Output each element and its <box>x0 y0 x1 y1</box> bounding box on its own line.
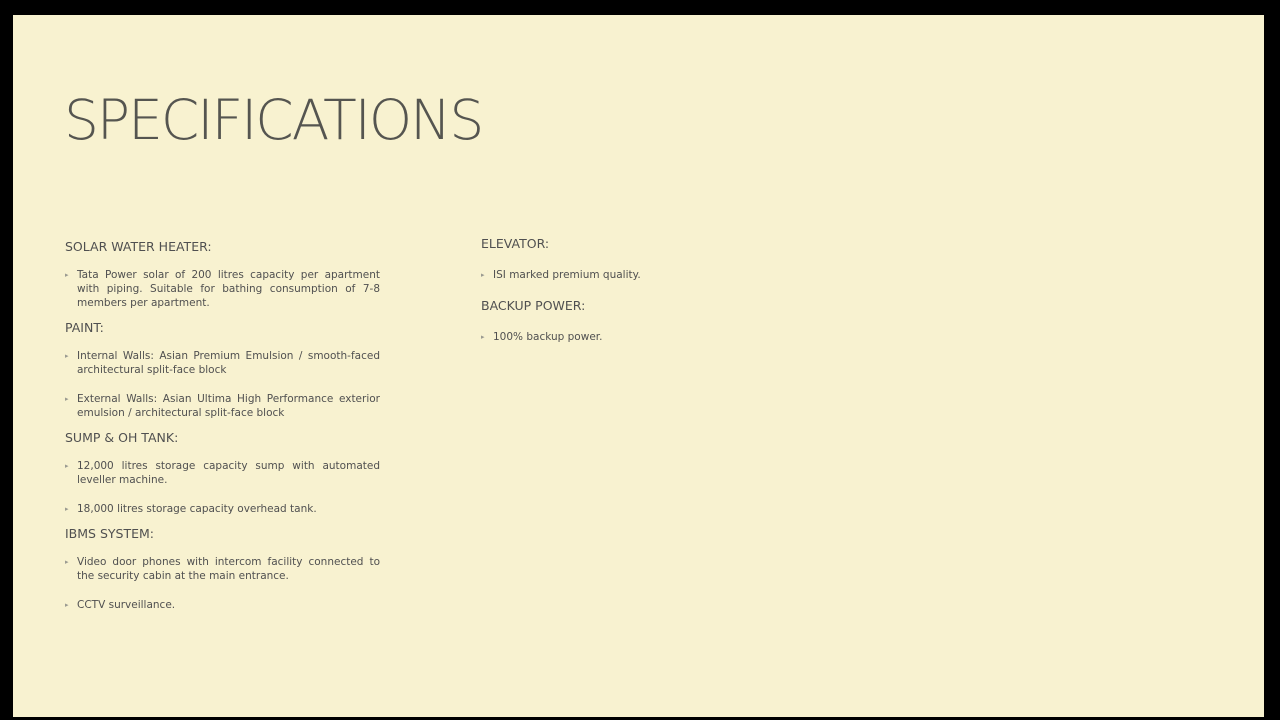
section-heading: BACKUP POWER: <box>481 298 586 313</box>
list-item <box>65 502 380 516</box>
bullet-icon: ▸ <box>65 352 69 360</box>
section-heading: ELEVATOR: <box>481 236 550 251</box>
bullet-icon: ▸ <box>481 271 485 279</box>
right-column <box>481 236 801 344</box>
list-item-text: 100% backup power. <box>493 331 603 343</box>
bullet-icon: ▸ <box>481 333 485 341</box>
bullet-icon: ▸ <box>65 601 69 609</box>
section-paint <box>65 320 380 420</box>
list-item-text: Video door phones with intercom facility connected to the security cabin at the main entrance. <box>77 556 380 582</box>
bullet-icon: ▸ <box>65 505 69 513</box>
list-item-text: Internal Walls: Asian Premium Emulsion / smooth-faced architectural split-face block <box>77 350 380 376</box>
section-backup-power <box>481 298 801 344</box>
section-heading: PAINT: <box>65 320 104 335</box>
page-title: SPECIFICATIONS <box>64 88 483 152</box>
list-item-text: External Walls: Asian Ultima High Performance exterior emulsion / architectural split-face block <box>77 393 380 419</box>
bullet-icon: ▸ <box>65 271 69 279</box>
left-column <box>65 239 380 612</box>
list-item-text: 18,000 litres storage capacity overhead tank. <box>77 503 317 515</box>
list-item-text: CCTV surveillance. <box>77 599 176 611</box>
list-item-text: Tata Power solar of 200 litres capacity per apartment with piping. Suitable for bathing consumption of 7-8 members per apartment. <box>77 269 380 309</box>
section-ibms-system <box>65 526 380 612</box>
section-sump-oh-tank <box>65 430 380 516</box>
list-item <box>65 555 380 583</box>
list-item <box>65 392 380 420</box>
list-item <box>65 459 380 487</box>
section-heading: SUMP & OH TANK: <box>65 430 179 445</box>
list-item <box>481 330 801 344</box>
section-elevator <box>481 236 801 282</box>
section-solar-water-heater <box>65 239 380 310</box>
section-heading: IBMS SYSTEM: <box>65 526 154 541</box>
slide <box>13 15 1264 717</box>
list-item <box>65 349 380 377</box>
list-item-text: 12,000 litres storage capacity sump with automated leveller machine. <box>77 460 380 486</box>
list-item <box>481 268 801 282</box>
bullet-icon: ▸ <box>65 558 69 566</box>
list-item <box>65 268 380 310</box>
list-item <box>65 598 380 612</box>
bullet-icon: ▸ <box>65 395 69 403</box>
bullet-icon: ▸ <box>65 462 69 470</box>
list-item-text: ISI marked premium quality. <box>493 269 641 281</box>
section-heading: SOLAR WATER HEATER: <box>65 239 212 254</box>
